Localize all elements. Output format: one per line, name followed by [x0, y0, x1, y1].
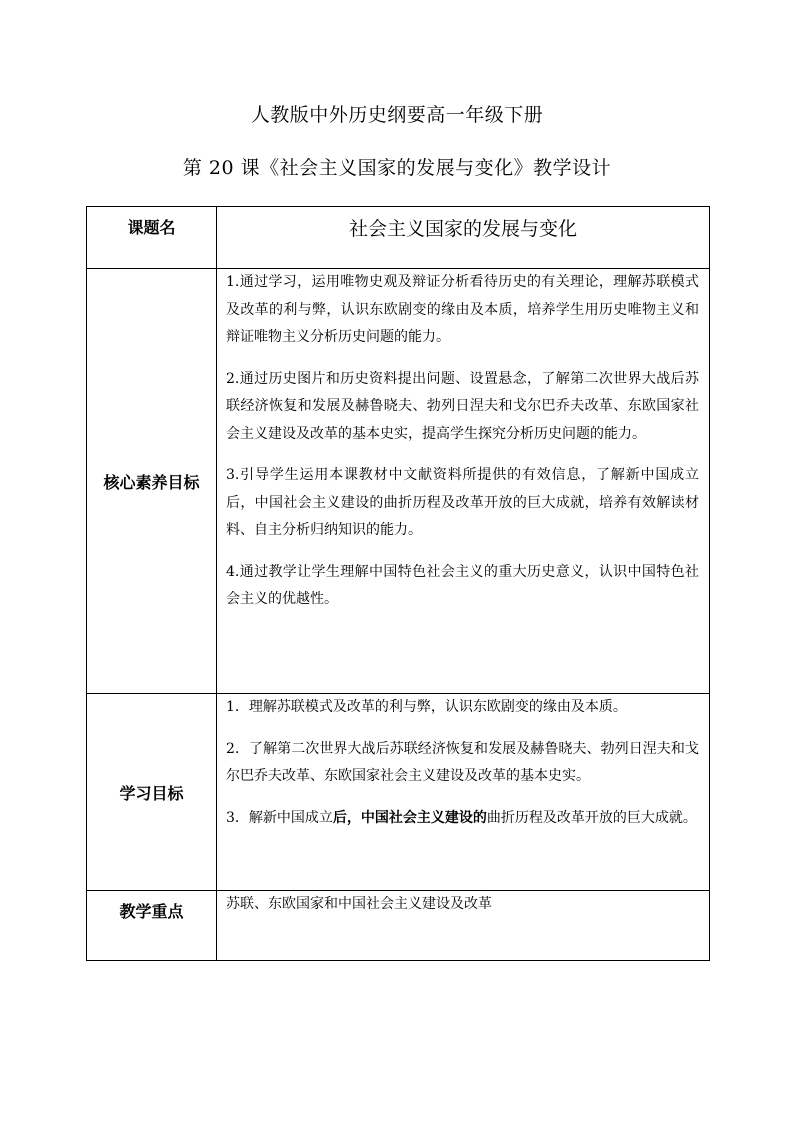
- learning-goal-item: 1．理解苏联模式及改革的利与弊，认识东欧剧变的缘由及本质。: [226, 699, 627, 715]
- document-title: 人教版中外历史纲要高一年级下册: [250, 104, 544, 126]
- lesson-title: 第 20 课《社会主义国家的发展与变化》教学设计: [182, 157, 612, 179]
- learning-goals-label: 学习目标: [87, 694, 217, 891]
- core-goals-content: [217, 269, 710, 694]
- learning-goal-text: 3．解新中国成立: [226, 809, 333, 826]
- lesson-plan-table: [86, 206, 710, 961]
- core-goals-label: 核心素养目标: [87, 269, 217, 694]
- topic-row: [87, 207, 710, 269]
- learning-goal-emphasis: 后，中国社会主义建设的: [332, 809, 487, 826]
- learning-goal-item: [226, 805, 699, 833]
- key-points-content: [217, 891, 710, 961]
- topic-value: 社会主义国家的发展与变化: [217, 207, 710, 269]
- key-points-value: 苏联、东欧国家和中国社会主义建设及改革: [226, 896, 492, 912]
- learning-goal-text: 曲折历程及改革开放的巨大成就。: [486, 809, 697, 826]
- key-points-label: 教学重点: [87, 891, 217, 961]
- core-goals-row: [87, 269, 710, 694]
- learning-goals-row: [87, 694, 710, 891]
- core-goal-item: 1.通过学习，运用唯物史观及辩证分析看待历史的有关理论，理解苏联模式及改革的利与弊，认识东欧剧变的缘由及本质，培养学生用历史唯物主义和辩证唯物主义分析历史问题的能力。: [226, 274, 699, 345]
- topic-label: 课题名: [87, 207, 217, 269]
- core-goal-item: 3.引导学生运用本课教材中文献资料所提供的有效信息，了解新中国成立后，中国社会主义建设的曲折历程及改革开放的巨大成就，培养有效解读材料、自主分析归纳知识的能力。: [226, 467, 699, 538]
- core-goal-item: 2.通过历史图片和历史资料提出问题、设置悬念，了解第二次世界大战后苏联经济恢复和发展及赫鲁晓夫、勃列日涅夫和戈尔巴乔夫改革、东欧国家社会主义建设及改革的基本史实，提高学生探究分析历史问题的能力。: [226, 370, 699, 442]
- learning-goal-item: 2．了解第二次世界大战后苏联经济恢复和发展及赫鲁晓夫、勃列日涅夫和戈尔巴乔夫改革、东欧国家社会主义建设及改革的基本史实。: [226, 740, 699, 784]
- learning-goals-content: [217, 694, 710, 891]
- core-goal-item: 4.通过教学让学生理解中国特色社会主义的重大历史意义，认识中国特色社会主义的优越性。: [226, 563, 699, 607]
- key-points-row: [87, 891, 710, 961]
